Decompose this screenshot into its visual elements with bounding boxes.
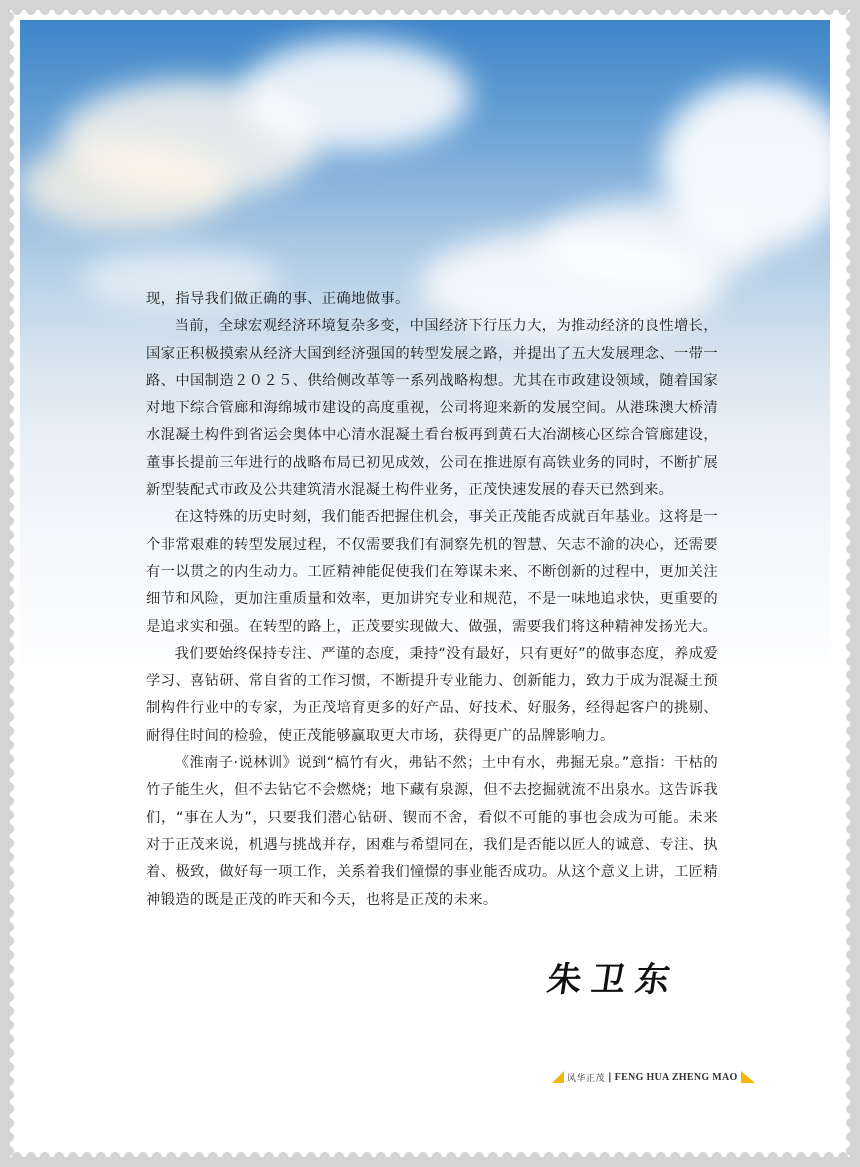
cloud xyxy=(540,200,760,290)
author-signature: 朱卫东 xyxy=(544,960,683,1000)
paragraph: 在这特殊的历史时刻，我们能否把握住机会，事关正茂能否成就百年基业。这将是一个非常艰难的转型发展过程，不仅需要我们有洞察先机的智慧、矢志不渝的决心，还需要有一以贯之的内生动力。工匠精神能促使我们在筹谋未来、不断创新的过程中，更加关注细节和风险，更加注重质量和效率，更加讲究专业和规范，不是一味地追求快，更重要的是追求实和强。在转型的路上，正茂要实现做大、做强，需要我们将这种精神发扬光大。 xyxy=(146,509,718,635)
cloud xyxy=(20,140,230,230)
paragraph: 当前，全球宏观经济环境复杂多变，中国经济下行压力大，为推动经济的良性增长，国家正积极摸索从经济大国到经济强国的转型发展之路，并提出了五大发展理念、一带一路、中国制造２０２５、供给侧改革等一系列战略构想。尤其在市政建设领域，随着国家对地下综合管廊和海绵城市建设的高度重视，公司将迎来新的发展空间。从港珠澳大桥清水混凝土构件到省运会奥体中心清水混凝土看台板再到黄石大冶湖核心区综合管廊建设，董事长提前三年进行的战略布局已初见成效，公司在推进原有高铁业务的同时，不断扩展新型装配式市政及公共建筑清水混凝土构件业务，正茂快速发展的春天已然到来。 xyxy=(146,318,718,499)
triangle-right-icon xyxy=(741,1071,755,1083)
article-body xyxy=(146,286,718,914)
paragraph: 现，指导我们做正确的事、正确地做事。 xyxy=(146,291,410,307)
footer-separator: | xyxy=(608,1071,612,1083)
footer-brand-en: FENG HUA ZHENG MAO xyxy=(614,1071,738,1083)
cloud xyxy=(240,40,470,150)
paragraph: 《淮南子·说林训》说到“槁竹有火，弗钻不然；土中有水，弗掘无泉。”意指：干枯的竹子能生火，但不去钻它不会燃烧；地下藏有泉源，但不去挖掘就流不出泉水。这告诉我们，“事在人为”，只要我们潜心钻研、锲而不舍，看似不可能的事也会成为可能。未来对于正茂来说，机遇与挑战并存，困难与希望同在，我们是否能以匠人的诚意、专注、执着、极致，做好每一项工作，关系着我们憧憬的事业能否成功。从这个意义上讲，工匠精神锻造的既是正茂的昨天和今天，也将是正茂的未来。 xyxy=(146,755,718,908)
paragraph: 我们要始终保持专注、严谨的态度，秉持“没有最好，只有更好”的做事态度，养成爱学习、喜钻研、常自省的工作习惯，不断提升专业能力、创新能力，致力于成为混凝土预制构件行业中的专家，为正茂培育更多的好产品、好技术、好服务，经得起客户的挑剔、耐得住时间的检验，使正茂能够赢取更大市场，获得更广的品牌影响力。 xyxy=(146,645,718,744)
footer-brand-cn: 风华正茂 xyxy=(567,1073,606,1084)
triangle-left-icon xyxy=(552,1071,564,1083)
footer-brand xyxy=(552,1069,755,1085)
